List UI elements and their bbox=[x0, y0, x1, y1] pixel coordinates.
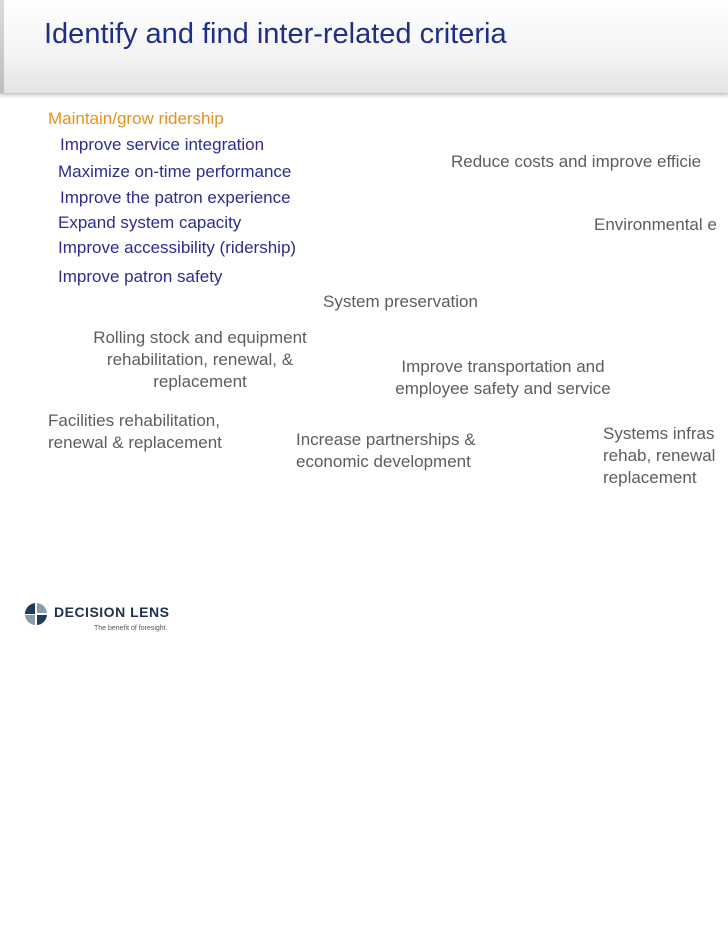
decision-lens-logo bbox=[24, 600, 184, 640]
criterion-system-preservation: System preservation bbox=[323, 292, 478, 311]
criterion-systems-infrastructure bbox=[603, 423, 715, 489]
systems-infra-line-2: rehab, renewal bbox=[603, 446, 716, 465]
rolling-stock-line-1: Rolling stock and equipment bbox=[93, 328, 307, 347]
transport-safety-line-2: employee safety and service bbox=[395, 379, 611, 398]
criterion-partnerships bbox=[296, 429, 476, 473]
criterion-on-time-performance: Maximize on-time performance bbox=[58, 162, 292, 181]
criterion-environmental: Environmental e bbox=[594, 215, 717, 234]
criterion-service-integration: Improve service integration bbox=[60, 135, 265, 154]
rolling-stock-line-3: replacement bbox=[153, 372, 247, 391]
logo-tagline: The benefit of foresight. bbox=[94, 625, 168, 632]
transport-safety-line-1: Improve transportation and bbox=[401, 357, 605, 376]
partnerships-line-1: Increase partnerships & bbox=[296, 430, 476, 449]
logo-name: DECISION LENS bbox=[54, 604, 170, 620]
systems-infra-line-3: replacement bbox=[603, 468, 697, 487]
title-bar bbox=[0, 0, 728, 94]
facilities-line-2: renewal & replacement bbox=[48, 433, 222, 452]
criterion-reduce-costs: Reduce costs and improve efficie bbox=[451, 152, 702, 171]
criterion-transport-safety bbox=[378, 356, 628, 400]
systems-infra-line-1: Systems infras bbox=[603, 424, 715, 443]
criterion-accessibility: Improve accessibility (ridership) bbox=[58, 238, 297, 257]
criterion-facilities bbox=[48, 410, 222, 454]
criterion-patron-safety: Improve patron safety bbox=[58, 267, 223, 286]
rolling-stock-line-2: rehabilitation, renewal, & bbox=[106, 350, 294, 369]
criterion-patron-experience: Improve the patron experience bbox=[60, 188, 291, 207]
title-bar-edge bbox=[0, 0, 4, 93]
criterion-rolling-stock bbox=[78, 327, 322, 393]
criterion-system-capacity: Expand system capacity bbox=[58, 213, 242, 232]
lens-mark-icon bbox=[24, 602, 48, 626]
criterion-maintain-ridership: Maintain/grow ridership bbox=[48, 109, 224, 128]
partnerships-line-2: economic development bbox=[296, 452, 471, 471]
facilities-line-1: Facilities rehabilitation, bbox=[48, 411, 220, 430]
page-title: Identify and find inter-related criteria bbox=[44, 18, 507, 50]
